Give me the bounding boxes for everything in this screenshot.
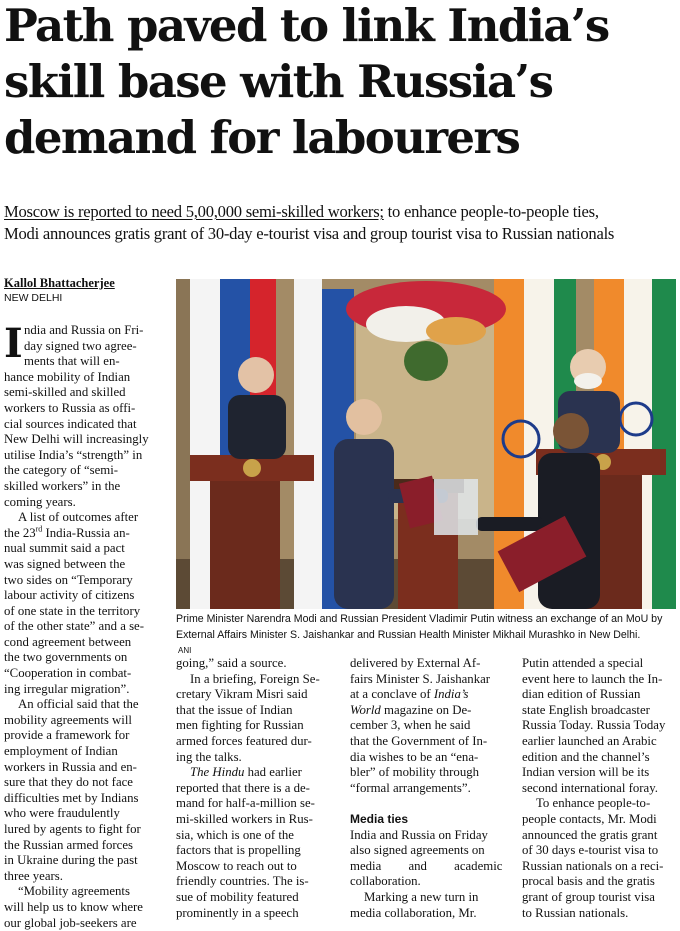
text-line: mi-skilled workers in Rus- — [176, 811, 313, 826]
caption-line-2 — [176, 627, 678, 659]
deck-line-1-rest: to enhance people-to-people ties, — [383, 202, 599, 221]
text-line: media and academic — [350, 858, 503, 873]
text-line: factors that is propelling — [176, 843, 301, 858]
text-line: grant of group tourist visa — [522, 889, 655, 904]
text-line: to Russian nationals. — [522, 905, 629, 920]
text-line: “Cooperation in combat- — [4, 666, 132, 681]
text-line: in Ukraine during the past — [4, 853, 138, 868]
text-fragment: the 23 — [4, 525, 36, 540]
text-line: Russia Today. Russia Today — [522, 718, 666, 733]
deck-line-1 — [4, 201, 678, 223]
text-line: bler” of mobility through — [350, 765, 480, 780]
caption-line-2-text: External Affairs Minister S. Jaishankar and Russian Health Minister Mikhail Murashko in New Delhi. — [176, 629, 641, 641]
text-line: state English broadcaster — [522, 702, 650, 717]
text-line: “formal arrangements”. — [350, 780, 471, 795]
text-fragment: India-Russia an- — [42, 525, 130, 540]
text-line: Marking a new turn in — [364, 889, 479, 904]
text-line: event here to launch the In- — [522, 671, 663, 686]
photo-illustration — [176, 279, 676, 609]
text-line: workers to Russia as offi- — [4, 400, 136, 415]
text-line: An official said that the — [18, 697, 139, 712]
publication-name: The Hindu — [190, 765, 245, 780]
text-line: that the issue of Indian — [176, 702, 293, 717]
text-line: In a briefing, Foreign Se- — [190, 671, 320, 686]
text-line: workers in Russia and en- — [4, 759, 137, 774]
text-line: difficulties met by Indians — [4, 790, 139, 805]
text-line: delivered by External Af- — [350, 656, 481, 670]
text-line: day signed two agree- — [24, 338, 137, 353]
text-line: To enhance people-to- — [536, 796, 651, 811]
text-line: of the other state” and a se- — [4, 619, 144, 634]
text-line: cond agreement between — [4, 634, 132, 649]
text-line: skilled workers” in the — [4, 478, 121, 493]
deck-underlined: Moscow is reported to need 5,00,000 semi-skilled workers; — [4, 202, 384, 221]
text-line: utilise India’s “strength” in — [4, 447, 143, 462]
text-line: collaboration. — [350, 874, 421, 889]
text-line — [350, 703, 508, 719]
text-line: sure that they do not face — [4, 775, 133, 790]
subhead-media-ties: Media ties — [350, 811, 409, 826]
text-line: A list of outcomes after — [18, 510, 139, 525]
text-line: India and Russia on Friday — [350, 827, 488, 842]
text-line: New Delhi will increasingly — [4, 432, 149, 447]
text-line: ndia and Russia on Fri- — [24, 323, 144, 337]
text-line: our global job-seekers are — [4, 915, 137, 930]
dateline: NEW DELHI — [4, 292, 63, 304]
text-line: lured by agents to fight for — [4, 822, 141, 836]
text-line: media collaboration, Mr. — [350, 905, 477, 920]
text-line: who were fraudulently — [4, 806, 120, 821]
text-line: dia wishes to be an “ena- — [350, 749, 479, 764]
text-line: employment of Indian — [4, 744, 118, 759]
text-line: sia, which is one of the — [176, 827, 294, 842]
text-line: the two governments on — [4, 650, 128, 665]
deck — [4, 201, 678, 245]
text-line: second international foray. — [522, 780, 658, 795]
deck-line-2: Modi announces gratis grant of 30-day e-tourist visa and group tourist visa to Russian nationals — [4, 224, 615, 243]
text-line: friendly countries. The is- — [176, 874, 309, 889]
text-line: semi-skilled and skilled — [4, 385, 126, 400]
text-line: nual summit said a pact — [4, 541, 125, 556]
text-line — [176, 765, 336, 781]
text-line: Indian version will be its — [522, 765, 650, 780]
text-line: coming years. — [4, 494, 76, 509]
text-line: cember 3, when he said — [350, 718, 471, 733]
blank-line — [350, 796, 508, 812]
text-line: also signed agreements on — [350, 843, 485, 858]
text-line: fairs Minister S. Jaishankar — [350, 671, 491, 686]
text-line: going,” said a source. — [176, 656, 287, 670]
body-column-2 — [176, 656, 336, 921]
text-line: “Mobility agreements — [18, 884, 130, 899]
text-fragment: at a conclave of — [350, 687, 434, 702]
text-fragment: magazine on De- — [380, 702, 472, 717]
text-line: the category of “semi- — [4, 463, 119, 478]
text-line — [4, 526, 170, 542]
text-line: provide a framework for — [4, 728, 130, 743]
text-line: prominently in a speech — [176, 905, 299, 920]
text-fragment: had earlier — [244, 765, 302, 780]
text-line: earlier launched an Arabic — [522, 733, 657, 748]
text-line: that the Government of In- — [350, 733, 488, 748]
text-line: Putin attended a special — [522, 656, 644, 670]
text-line: armed forces featured dur- — [176, 733, 312, 748]
body-column-3 — [350, 656, 508, 921]
byline-author[interactable]: Kallol Bhattacherjee — [4, 276, 115, 290]
text-line: procal basis and the gratis — [522, 874, 655, 889]
news-photo — [176, 279, 676, 609]
text-line: ing the talks. — [176, 749, 242, 764]
text-line: dian edition of Russian — [522, 687, 641, 702]
headline-line-2: skill base with Russia’s — [4, 55, 553, 108]
text-line: two sides on “Temporary — [4, 572, 133, 587]
text-line: people contacts, Mr. Modi — [522, 811, 657, 826]
headline-line-1: Path paved to link India’s — [4, 0, 609, 52]
body-column-1 — [4, 320, 170, 931]
text-line: edition and the channel’s — [522, 749, 650, 764]
text-line: was signed between the — [4, 556, 126, 571]
publication-name: India’s — [433, 687, 469, 702]
photo-credit: ANI — [178, 646, 192, 655]
text-line: Moscow to reach out to — [176, 858, 297, 873]
body-column-4 — [522, 656, 678, 921]
text-line: Russian nationals on a reci- — [522, 858, 664, 873]
headline-line-3: demand for labourers — [4, 111, 520, 164]
publication-name: World — [350, 702, 381, 717]
text-line: the Russian armed forces — [4, 837, 133, 852]
superscript: rd — [35, 524, 43, 534]
photo-caption — [176, 611, 678, 659]
text-line: mand for half-a-million se- — [176, 796, 315, 811]
text-line: mobility agreements will — [4, 712, 132, 727]
text-line: labour activity of citizens — [4, 588, 135, 603]
text-line: ing irregular migration”. — [4, 681, 130, 696]
drop-cap: I — [4, 320, 23, 367]
text-line — [350, 687, 508, 703]
headline — [4, 0, 680, 166]
text-line: announced the gratis grant — [522, 827, 658, 842]
text-line: men fighting for Russian — [176, 718, 304, 733]
text-line: hance mobility of Indian — [4, 369, 131, 384]
text-line: will help us to know where — [4, 899, 143, 914]
text-line: ments that will en- — [24, 354, 120, 369]
text-line: cial sources indicated that — [4, 416, 137, 431]
caption-line-1: Prime Minister Narendra Modi and Russian President Vladimir Putin witness an exchange of an MoU by — [176, 613, 663, 625]
text-line: sue of mobility featured — [176, 889, 299, 904]
text-line: of one state in the territory — [4, 603, 141, 618]
text-line: cretary Vikram Misri said — [176, 687, 308, 702]
text-line: three years. — [4, 868, 63, 883]
text-line: reported that there is a de- — [176, 780, 310, 795]
text-line: of 30 days e-tourist visa to — [522, 843, 659, 858]
